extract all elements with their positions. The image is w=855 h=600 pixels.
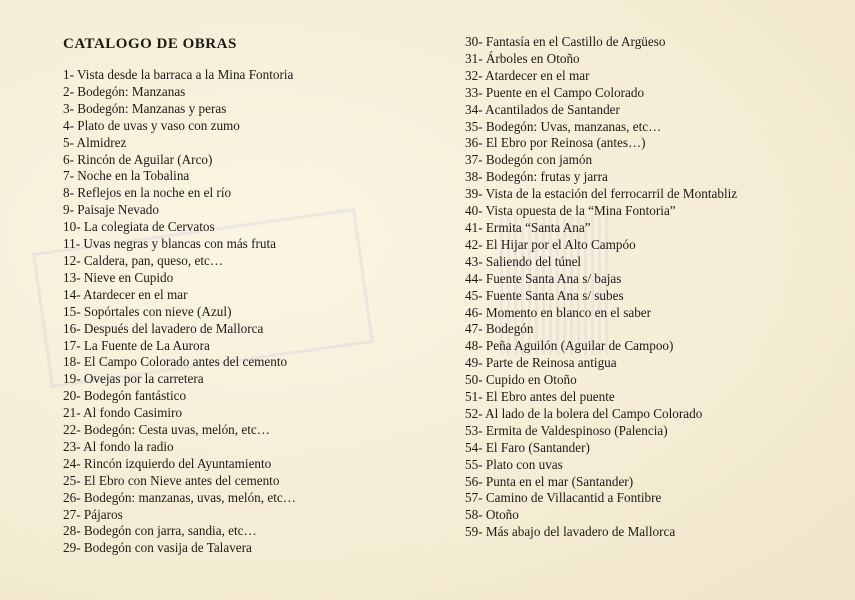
catalog-item: 36- El Ebro por Reinosa (antes…): [465, 135, 646, 151]
catalog-item: 6- Rincón de Aguilar (Arco): [63, 151, 213, 167]
catalog-item: 57- Camino de Villacantid a Fontibre: [465, 490, 662, 506]
catalog-item: 22- Bodegón: Cesta uvas, melón, etc…: [63, 422, 270, 438]
catalog-item: 5- Almidrez: [63, 134, 127, 150]
catalog-list-left: [63, 67, 296, 557]
catalog-item: 20- Bodegón fantástico: [63, 388, 187, 404]
catalog-item: 54- El Faro (Santander): [465, 439, 590, 455]
catalog-item: 37- Bodegón con jamón: [465, 152, 593, 168]
catalog-item: 59- Más abajo del lavadero de Mallorca: [465, 524, 676, 540]
catalog-item: 19- Ovejas por la carretera: [63, 371, 204, 387]
catalog-item: 18- El Campo Colorado antes del cemento: [63, 354, 288, 370]
catalog-item: 15- Sopórtales con nieve (Azul): [63, 303, 232, 319]
catalog-item: 16- Después del lavadero de Mallorca: [63, 320, 264, 336]
catalog-item: 1- Vista desde la barraca a la Mina Fontoria: [63, 67, 294, 82]
catalog-item: 2- Bodegón: Manzanas: [63, 83, 186, 99]
catalog-item: 56- Punta en el mar (Santander): [465, 473, 634, 489]
catalog-list-right: [465, 34, 737, 541]
catalog-item: 42- El Hijar por el Alto Campóo: [465, 236, 636, 252]
catalog-item: 52- Al lado de la bolera del Campo Colorado: [465, 405, 703, 421]
catalog-item: 33- Puente en el Campo Colorado: [465, 84, 645, 100]
catalog-item: 31- Árboles en Otoño: [465, 50, 580, 66]
catalog-item: 17- La Fuente de La Aurora: [63, 337, 210, 353]
catalog-item: 38- Bodegón: frutas y jarra: [465, 169, 608, 185]
catalog-item: 34- Acantilados de Santander: [465, 101, 620, 117]
catalog-item: 51- El Ebro antes del puente: [465, 389, 615, 405]
catalog-item: 26- Bodegón: manzanas, uvas, melón, etc…: [63, 489, 296, 505]
catalog-title: CATALOGO DE OBRAS: [63, 36, 237, 52]
catalog-item: 28- Bodegón con jarra, sandia, etc…: [63, 523, 257, 539]
catalog-item: 41- Ermita “Santa Ana”: [465, 219, 591, 235]
catalog-item: 25- El Ebro con Nieve antes del cemento: [63, 472, 280, 488]
catalog-item: 11- Uvas negras y blancas con más fruta: [63, 236, 277, 252]
catalog-item: 58- Otoño: [465, 507, 519, 523]
catalog-item: 3- Bodegón: Manzanas y peras: [63, 100, 227, 116]
catalog-item: 49- Parte de Reinosa antigua: [465, 355, 617, 371]
catalog-item: 12- Caldera, pan, queso, etc…: [63, 252, 224, 268]
catalog-item: 40- Vista opuesta de la “Mina Fontoria”: [465, 203, 676, 219]
catalog-item: 50- Cupido en Otoño: [465, 372, 577, 388]
catalog-item: 47- Bodegón: [465, 321, 534, 337]
catalog-item: 13- Nieve en Cupido: [63, 269, 174, 285]
catalog-item: 14- Atardecer en el mar: [63, 286, 188, 302]
catalog-item: 32- Atardecer en el mar: [465, 67, 590, 83]
catalog-item: 4- Plato de uvas y vaso con zumo: [63, 117, 240, 133]
catalog-item: 8- Reflejos en la noche en el río: [63, 185, 232, 201]
catalog-item: 7- Noche en la Tobalina: [63, 168, 190, 184]
catalog-item: 55- Plato con uvas: [465, 456, 563, 472]
catalog-item: 44- Fuente Santa Ana s/ bajas: [465, 270, 622, 286]
catalog-item: 30- Fantasía en el Castillo de Argüeso: [465, 34, 666, 49]
catalog-item: 35- Bodegón: Uvas, manzanas, etc…: [465, 118, 662, 134]
catalog-item: 48- Peña Aguilón (Aguilar de Campoo): [465, 338, 674, 354]
catalog-item: 24- Rincón izquierdo del Ayuntamiento: [63, 455, 272, 471]
catalog-item: 43- Saliendo del túnel: [465, 253, 582, 269]
catalog-item: 27- Pájaros: [63, 506, 123, 522]
catalog-item: 10- La colegiata de Cervatos: [63, 219, 215, 235]
catalog-item: 39- Vista de la estación del ferrocarril de Montabliz: [465, 186, 738, 202]
catalog-item: 21- Al fondo Casimiro: [63, 405, 183, 421]
catalog-item: 46- Momento en blanco en el saber: [465, 304, 652, 320]
catalog-item: 45- Fuente Santa Ana s/ subes: [465, 287, 624, 303]
catalog-item: 29- Bodegón con vasija de Talavera: [63, 540, 252, 556]
catalog-item: 9- Paisaje Nevado: [63, 202, 159, 218]
catalog-item: 23- Al fondo la radio: [63, 438, 174, 454]
catalog-item: 53- Ermita de Valdespinoso (Palencia): [465, 422, 668, 438]
